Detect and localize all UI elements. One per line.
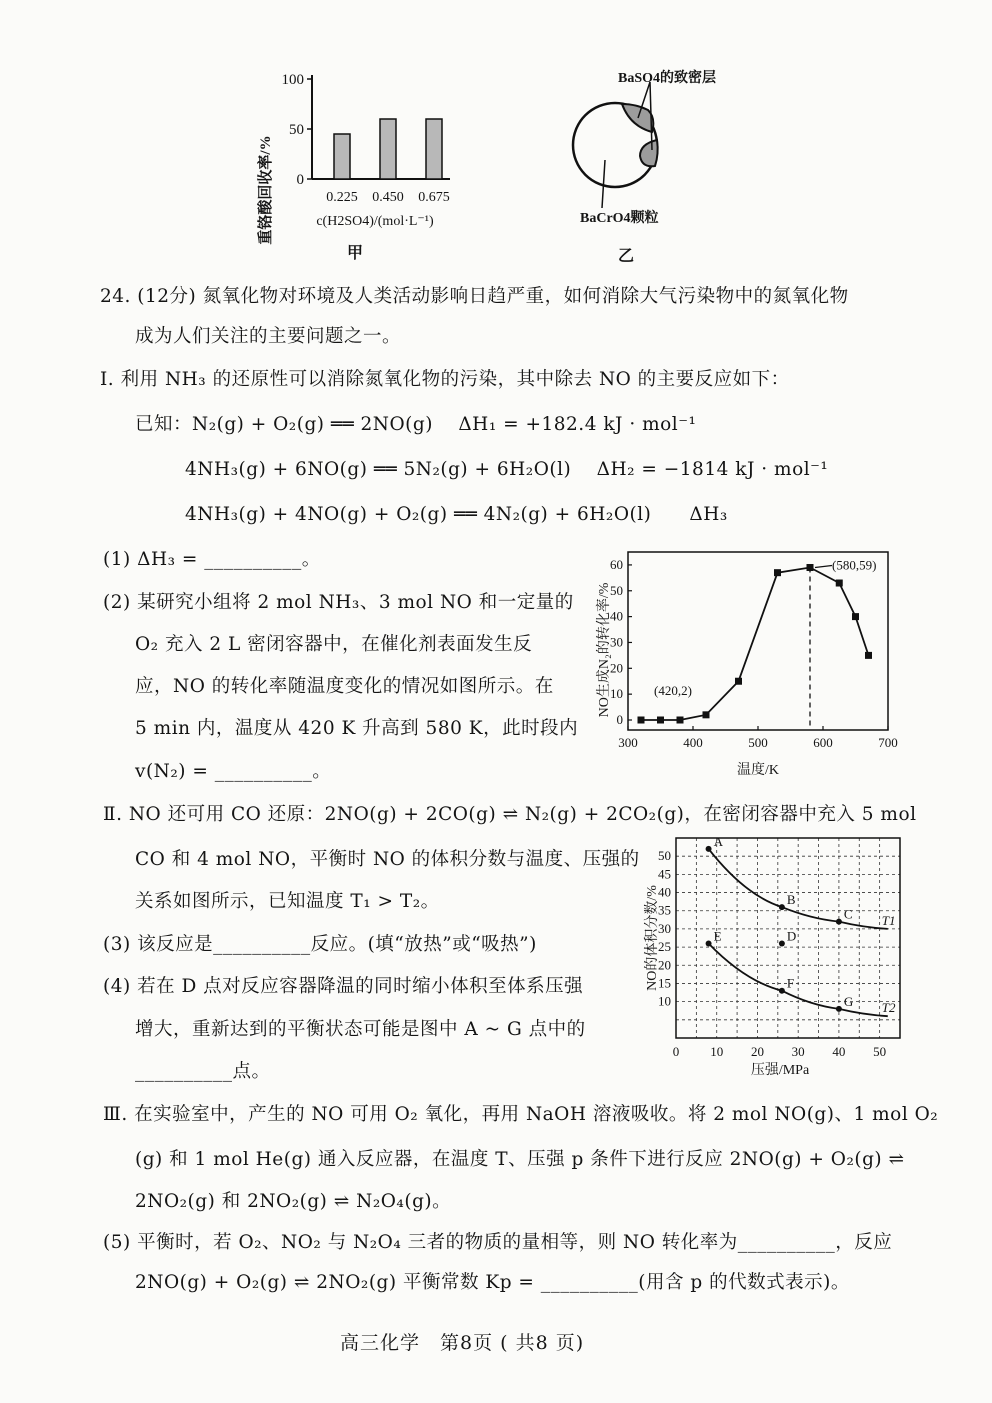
jia-ylabel: 重铬酸回收率/% <box>258 135 274 245</box>
fraction-line-chart <box>640 828 910 1080</box>
conv-point-8 <box>852 613 859 620</box>
equation-2: 4NH₃(g) + 6NO(g) ══ 5N₂(g) + 6H₂O(l) ΔH₂ = −1814 kJ · mol⁻¹ <box>185 459 829 480</box>
q1: (1) ΔH₃ = __________。 <box>103 549 321 570</box>
frac-ylabel: NO的体积分数/% <box>645 885 660 991</box>
conv-annotation-peak: (580,59) <box>832 557 877 573</box>
caption-jia: 甲 <box>347 243 364 262</box>
label-bacro4-particle: BaCrO4颗粒 <box>580 211 659 226</box>
jia-bar-1 <box>380 119 396 179</box>
frac-point-label-D: D <box>786 928 797 944</box>
frac-point-C <box>836 919 842 925</box>
q2-line-4: 5 min 内，温度从 420 K 升高到 580 K，此时段内 <box>135 718 579 739</box>
frac-xtick-label-4: 40 <box>832 1044 846 1059</box>
conv-xtick-label-0: 300 <box>618 735 638 750</box>
jia-bar-0 <box>334 134 350 179</box>
conv-annotation-arrow <box>815 566 832 568</box>
conv-ytick-label-3: 30 <box>610 634 623 650</box>
figure-jia <box>250 55 460 270</box>
conv-xtick-label-3: 600 <box>813 735 833 750</box>
frac-ytick-label-5: 35 <box>658 902 671 918</box>
part3-line-1: Ⅲ. 在实验室中，产生的 NO 可用 O₂ 氧化，再用 NaOH 溶液吸收。将 2 mol NO(g)、1 mol O₂ <box>103 1104 939 1125</box>
frac-point-label-F: F <box>786 975 795 991</box>
frac-point-label-C: C <box>843 906 853 922</box>
jia-ytick-label-0: 100 <box>281 72 304 88</box>
part3-line-2: (g) 和 1 mol He(g) 通入反应器，在温度 T、压强 p 条件下进行反应 2NO(g) + O₂(g) ⇌ <box>135 1149 905 1170</box>
conv-ytick-label-2: 20 <box>610 660 623 676</box>
part2-line-2: CO 和 4 mol NO，平衡时 NO 的体积分数与温度、压强的 <box>135 849 640 870</box>
q5-line-1: (5) 平衡时，若 O₂、NO₂ 与 N₂O₄ 三者的物质的量相等，则 NO 转化率为__________，反应 <box>103 1232 893 1253</box>
frac-point-label-A: A <box>713 833 723 849</box>
conv-xtick-label-2: 500 <box>748 735 768 750</box>
part2-line-1: Ⅱ. NO 还可用 CO 还原：2NO(g) + 2CO(g) ⇌ N₂(g) + 2CO₂(g)，在密闭容器中充入 5 mol <box>103 804 917 825</box>
conv-ytick-label-6: 60 <box>610 556 623 572</box>
conv-point-5 <box>774 569 781 576</box>
chart-fraction <box>640 828 910 1080</box>
frac-xtick-label-5: 50 <box>873 1044 887 1059</box>
q2-line-3: 应，NO 的转化率随温度变化的情况如图所示。在 <box>135 676 554 697</box>
q5-line-2: 2NO(g) + O₂(g) ⇌ 2NO₂(g) 平衡常数 Kp = __________(用含 p 的代数式表示)。 <box>135 1272 850 1293</box>
jia-xtick-label-0: 0.225 <box>326 190 358 205</box>
conv-xtick-label-1: 400 <box>683 735 703 750</box>
q4-line-2: 增大，重新达到的平衡状态可能是图中 A ~ G 点中的 <box>135 1019 586 1040</box>
caption-yi: 乙 <box>618 246 635 265</box>
conv-point-4 <box>735 678 742 685</box>
equation-1: 已知：N₂(g) + O₂(g) ══ 2NO(g) ΔH₁ = +182.4 kJ · mol⁻¹ <box>135 414 697 435</box>
conv-point-9 <box>865 652 872 659</box>
frac-ytick-label-1: 15 <box>658 975 671 991</box>
q2-line-2: O₂ 充入 2 L 密闭容器中，在催化剂表面发生反 <box>135 634 533 655</box>
conv-plot-frame <box>628 552 888 730</box>
q4-line-1: (4) 若在 D 点对反应容器降温的同时缩小体积至体系压强 <box>103 976 584 997</box>
frac-xtick-label-3: 30 <box>791 1044 805 1059</box>
part2-line-3: 关系如图所示，已知温度 T₁ > T₂。 <box>135 891 440 912</box>
q2-line-5: v(N₂) = __________。 <box>135 761 332 782</box>
conv-xtick-label-4: 700 <box>878 735 898 750</box>
particle-diagram <box>560 60 760 250</box>
conv-ytick-label-0: 0 <box>616 712 623 727</box>
conv-point-3 <box>703 711 710 718</box>
conv-ytick-label-1: 10 <box>610 686 623 702</box>
frac-ytick-label-7: 45 <box>658 866 671 882</box>
conv-ylabel: NO生成N₂的转化率/% <box>597 582 612 718</box>
frac-point-label-G: G <box>843 993 854 1009</box>
frac-xtick-label-0: 0 <box>672 1044 680 1059</box>
conv-xlabel: 温度/K <box>737 763 779 778</box>
frac-ytick-label-6: 40 <box>658 884 671 900</box>
jia-y-ticks <box>282 72 313 188</box>
jia-bars <box>334 119 442 179</box>
frac-ytick-label-0: 10 <box>658 993 671 1009</box>
jia-xtick-label-1: 0.450 <box>372 190 404 205</box>
frac-series <box>706 834 896 1016</box>
frac-point-D <box>779 940 785 946</box>
conv-ytick-label-5: 50 <box>610 582 623 598</box>
frac-ytick-label-2: 20 <box>658 957 671 973</box>
bar-chart-jia <box>250 55 460 270</box>
frac-xtick-label-2: 20 <box>750 1044 764 1059</box>
frac-point-G <box>836 1006 842 1012</box>
pointer-layer-2 <box>650 82 652 150</box>
q24-header: 24. (12分) 氮氧化物对环境及人类活动影响日趋严重，如何消除大气污染物中的氮氧化物 <box>100 286 849 307</box>
equation-3: 4NH₃(g) + 4NO(g) + O₂(g) ══ 4N₂(g) + 6H₂O(l) ΔH₃ <box>185 504 728 525</box>
part1-intro: Ⅰ. 利用 NH₃ 的还原性可以消除氮氧化物的污染，其中除去 NO 的主要反应如下： <box>100 369 790 390</box>
label-baso4-layer: BaSO4的致密层 <box>618 71 717 86</box>
q3: (3) 该反应是__________反应。(填“放热”或“吸热”) <box>103 934 537 955</box>
figure-yi <box>560 60 760 250</box>
conv-point-2 <box>677 717 684 724</box>
q24-header-cont: 成为人们关注的主要问题之一。 <box>135 326 402 347</box>
q2-line-1: (2) 某研究小组将 2 mol NH₃、3 mol NO 和一定量的 <box>103 592 574 613</box>
frac-curve-label-T1: T1 <box>881 912 896 928</box>
jia-xlabel: c(H2SO4)/(mol·L⁻¹) <box>316 214 434 229</box>
conv-ticks <box>610 557 898 750</box>
baso4-layer-top <box>622 104 653 132</box>
conv-annotation-low: (420,2) <box>654 682 692 698</box>
conv-point-0 <box>638 717 645 724</box>
frac-ytick-label-3: 25 <box>658 939 671 955</box>
baso4-layer-right <box>640 140 658 166</box>
jia-x-ticks <box>326 190 450 205</box>
jia-ytick-label-2: 0 <box>296 172 304 188</box>
jia-bar-2 <box>426 119 442 179</box>
chart-conversion <box>588 540 908 780</box>
conv-ytick-label-4: 40 <box>610 608 623 624</box>
frac-point-A <box>706 846 712 852</box>
frac-ytick-label-4: 30 <box>658 920 671 936</box>
frac-point-label-B: B <box>786 892 796 908</box>
jia-ytick-label-1: 50 <box>289 122 304 138</box>
frac-ytick-label-8: 50 <box>658 848 671 864</box>
frac-curve-label-T2: T2 <box>881 1000 896 1016</box>
part3-line-3: 2NO₂(g) 和 2NO₂(g) ⇌ N₂O₄(g)。 <box>135 1191 452 1212</box>
frac-ticks <box>658 848 886 1059</box>
jia-xtick-label-2: 0.675 <box>418 190 450 205</box>
q4-line-3: __________点。 <box>135 1061 271 1082</box>
conv-point-7 <box>836 580 843 587</box>
frac-xlabel: 压强/MPa <box>750 1063 810 1078</box>
frac-xtick-label-1: 10 <box>710 1044 724 1059</box>
conv-series <box>638 564 873 723</box>
frac-point-E <box>706 940 712 946</box>
page-footer: 高三化学 第8页 ( 共8 页) <box>340 1332 585 1354</box>
frac-point-label-E: E <box>713 928 722 944</box>
conv-point-1 <box>657 717 664 724</box>
conversion-line-chart <box>588 540 908 780</box>
frac-point-B <box>779 904 785 910</box>
frac-point-F <box>779 988 785 994</box>
